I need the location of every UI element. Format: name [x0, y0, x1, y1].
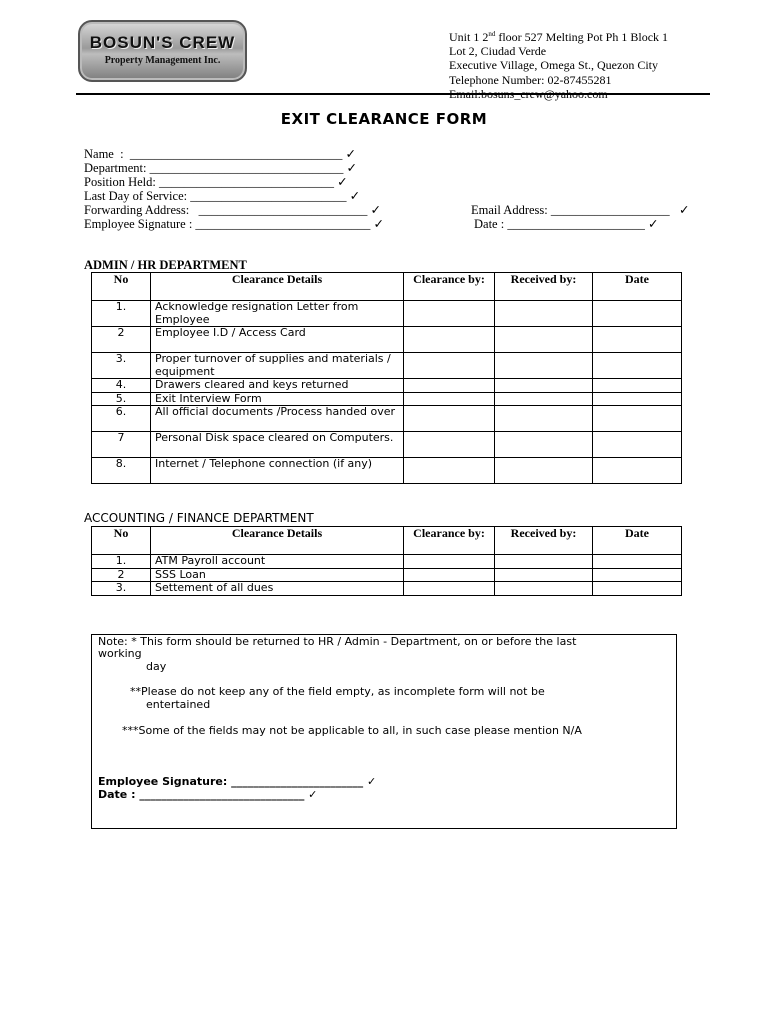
date-cell[interactable]	[593, 301, 682, 327]
logo-name: BOSUN'S CREW	[89, 33, 236, 52]
row-detail: Settement of all dues	[151, 582, 404, 596]
row-no: 3.	[92, 582, 151, 596]
accounting-clearance-table	[91, 526, 682, 596]
date-cell[interactable]	[593, 568, 682, 582]
col-no: No	[92, 527, 151, 555]
col-no: No	[92, 273, 151, 301]
department-field[interactable]: Department: _______________________________ ✓	[84, 161, 357, 175]
row-no: 8.	[92, 458, 151, 484]
row-detail: Drawers cleared and keys returned	[151, 379, 404, 393]
last-day-field[interactable]: Last Day of Service: _________________________ ✓	[84, 189, 361, 203]
employee-signature-field[interactable]: Employee Signature : ____________________________ ✓	[84, 217, 385, 231]
clearance-cell[interactable]	[404, 379, 495, 393]
col-details: Clearance Details	[151, 273, 404, 301]
company-address	[449, 27, 668, 101]
table-row	[92, 568, 682, 582]
form-title: EXIT CLEARANCE FORM	[280, 110, 488, 128]
date-cell[interactable]	[593, 555, 682, 569]
row-detail: SSS Loan	[151, 568, 404, 582]
table-row	[92, 353, 682, 379]
note-line-5: entertained	[146, 698, 211, 711]
date-cell[interactable]	[593, 392, 682, 406]
received-cell[interactable]	[495, 379, 593, 393]
forwarding-address-field[interactable]: Forwarding Address: ___________________________ ✓	[84, 203, 381, 217]
row-no: 1.	[92, 301, 151, 327]
table-header-row	[92, 527, 682, 555]
header-divider	[76, 93, 710, 95]
received-cell[interactable]	[495, 353, 593, 379]
note-line-3: day	[146, 660, 167, 673]
received-cell[interactable]	[495, 301, 593, 327]
row-no: 5.	[92, 392, 151, 406]
clearance-cell[interactable]	[404, 582, 495, 596]
company-logo	[78, 20, 247, 82]
position-field[interactable]: Position Held: ____________________________ ✓	[84, 175, 348, 189]
row-detail: Personal Disk space cleared on Computers.	[151, 432, 404, 458]
row-no: 1.	[92, 555, 151, 569]
clearance-cell[interactable]	[404, 406, 495, 432]
col-clearance: Clearance by:	[404, 527, 495, 555]
row-detail: Internet / Telephone connection (if any)	[151, 458, 404, 484]
date-cell[interactable]	[593, 458, 682, 484]
row-detail: All official documents /Process handed over	[151, 406, 404, 432]
table-header-row	[92, 273, 682, 301]
clearance-cell[interactable]	[404, 568, 495, 582]
note-line-6: ***Some of the fields may not be applicable to all, in such case please mention N/A	[122, 724, 582, 737]
received-cell[interactable]	[495, 327, 593, 353]
row-no: 6.	[92, 406, 151, 432]
table-row	[92, 406, 682, 432]
note-line-4: **Please do not keep any of the field empty, as incomplete form will not be	[130, 685, 545, 698]
clearance-cell[interactable]	[404, 458, 495, 484]
col-clearance: Clearance by:	[404, 273, 495, 301]
logo-subtitle: Property Management Inc.	[104, 55, 221, 66]
table-row	[92, 392, 682, 406]
row-no: 2	[92, 568, 151, 582]
address-line-3: Executive Village, Omega St., Quezon City	[449, 58, 659, 73]
received-cell[interactable]	[495, 582, 593, 596]
row-detail: Employee I.D / Access Card	[151, 327, 404, 353]
row-detail: Acknowledge resignation Letter from Employee	[151, 301, 404, 327]
row-detail: Exit Interview Form	[151, 392, 404, 406]
received-cell[interactable]	[495, 568, 593, 582]
date-cell[interactable]	[593, 327, 682, 353]
row-no: 2	[92, 327, 151, 353]
row-detail: ATM Payroll account	[151, 555, 404, 569]
table-row	[92, 555, 682, 569]
received-cell[interactable]	[495, 555, 593, 569]
name-field[interactable]: Name : __________________________________ ✓	[84, 147, 356, 161]
note-date-field[interactable]: Date : ______________________________ ✓	[98, 788, 318, 801]
received-cell[interactable]	[495, 458, 593, 484]
date-cell[interactable]	[593, 582, 682, 596]
received-cell[interactable]	[495, 392, 593, 406]
clearance-cell[interactable]	[404, 555, 495, 569]
telephone-number: Telephone Number: 02-87455281	[449, 72, 612, 87]
received-cell[interactable]	[495, 432, 593, 458]
email-contact: Email:bosuns_crew@yahoo.com	[449, 86, 608, 101]
row-no: 7	[92, 432, 151, 458]
note-box	[91, 634, 677, 829]
admin-hr-heading: ADMIN / HR DEPARTMENT	[84, 258, 247, 272]
table-row	[92, 327, 682, 353]
row-detail: Proper turnover of supplies and materials / equipment	[151, 353, 404, 379]
col-date: Date	[593, 527, 682, 555]
row-no: 4.	[92, 379, 151, 393]
note-line-1: Note: * This form should be returned to HR / Admin - Department, on or before the last	[98, 635, 577, 648]
table-row	[92, 301, 682, 327]
email-address-field[interactable]: Email Address: ___________________ ✓	[471, 203, 690, 217]
clearance-cell[interactable]	[404, 353, 495, 379]
address-line-2: Lot 2, Ciudad Verde	[449, 44, 547, 59]
table-row	[92, 432, 682, 458]
date-cell[interactable]	[593, 432, 682, 458]
note-signature-field[interactable]: Employee Signature: ________________________ ✓	[98, 775, 377, 788]
table-row	[92, 379, 682, 393]
received-cell[interactable]	[495, 406, 593, 432]
date-field[interactable]: Date : ______________________ ✓	[474, 217, 659, 231]
clearance-cell[interactable]	[404, 392, 495, 406]
col-received: Received by:	[495, 273, 593, 301]
date-cell[interactable]	[593, 353, 682, 379]
date-cell[interactable]	[593, 379, 682, 393]
table-row	[92, 458, 682, 484]
row-no: 3.	[92, 353, 151, 379]
address-line-1: Unit 1 2nd floor 527 Melting Pot Ph 1 Block 1	[449, 30, 669, 44]
col-details: Clearance Details	[151, 527, 404, 555]
col-date: Date	[593, 273, 682, 301]
clearance-cell[interactable]	[404, 432, 495, 458]
clearance-cell[interactable]	[404, 327, 495, 353]
admin-clearance-table	[91, 272, 682, 484]
date-cell[interactable]	[593, 406, 682, 432]
table-row	[92, 582, 682, 596]
accounting-heading: ACCOUNTING / FINANCE DEPARTMENT	[84, 511, 314, 525]
col-received: Received by:	[495, 527, 593, 555]
clearance-cell[interactable]	[404, 301, 495, 327]
note-line-2: working	[98, 647, 142, 660]
